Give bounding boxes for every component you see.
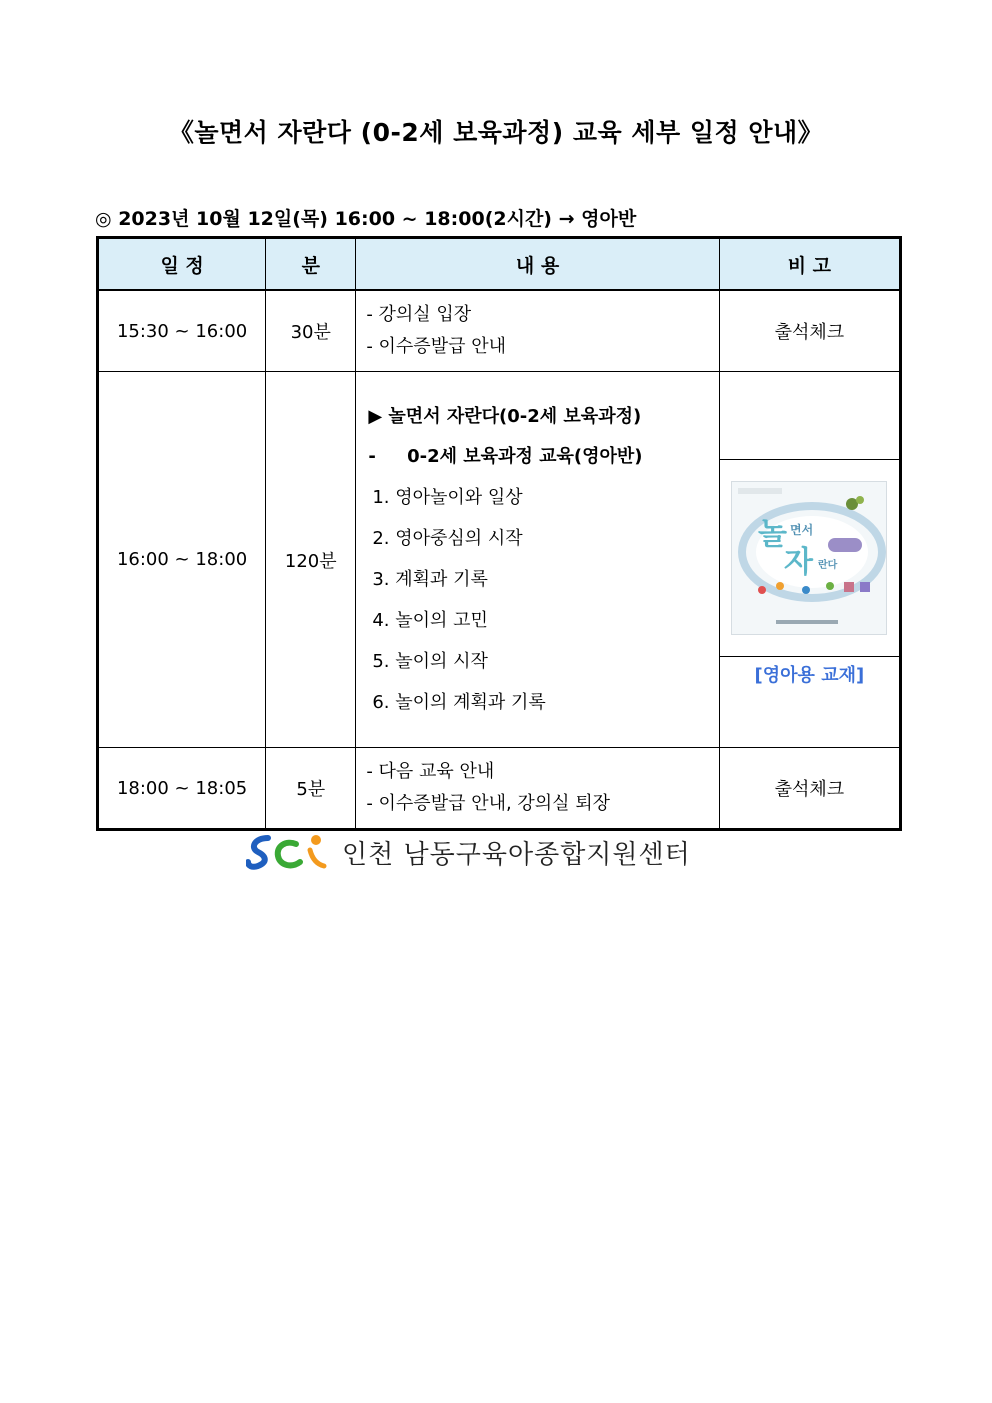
content-line: - 이수증발급 안내 (366, 336, 506, 357)
textbook-cover-image (731, 481, 887, 635)
textbook-image-cell (720, 460, 899, 657)
row-note: 출석체크 (719, 290, 900, 372)
row-content (356, 290, 719, 372)
row-time: 16:00 ~ 18:00 (98, 372, 266, 748)
svg-text:면서: 면서 (790, 523, 814, 537)
header-minutes: 분 (266, 238, 356, 291)
page-title: 《놀면서 자란다 (0-2세 보육과정) 교육 세부 일정 안내》 (168, 118, 824, 147)
svg-text:놀: 놀 (758, 517, 788, 552)
row-minutes: 5분 (266, 748, 356, 830)
course-heading: ▶ 놀면서 자란다(0-2세 보육과정) (368, 405, 642, 427)
row-minutes: 30분 (266, 290, 356, 372)
list-item: 4. 놀이의 고민 (372, 609, 488, 631)
logo-text: 인천 남동구육아종합지원센터 (342, 839, 691, 870)
header-content: 내 용 (356, 238, 719, 291)
row-note (719, 372, 900, 748)
header-time: 일 정 (98, 238, 266, 291)
header-note: 비 고 (719, 238, 900, 291)
svg-text:란다: 란다 (818, 560, 838, 571)
textbook-caption: [영아용 교재] (754, 665, 865, 686)
table-row (98, 372, 901, 748)
row-note: 출석체크 (719, 748, 900, 830)
row-time: 18:00 ~ 18:05 (98, 748, 266, 830)
footer-logo (246, 832, 691, 872)
content-line: - 다음 교육 안내 (366, 761, 495, 782)
list-item: 6. 놀이의 계획과 기록 (372, 691, 546, 713)
content-line: - 이수증발급 안내, 강의실 퇴장 (366, 793, 611, 814)
row-minutes: 120분 (266, 372, 356, 748)
schedule-table (96, 236, 902, 831)
note-split (720, 372, 899, 747)
schedule-date-line: ◎ 2023년 10월 12일(목) 16:00 ~ 18:00(2시간) → 영아반 (95, 208, 637, 230)
list-item: 5. 놀이의 시작 (372, 650, 488, 672)
center-logo-icon (246, 832, 328, 872)
row-content (356, 748, 719, 830)
note-empty-cell (720, 372, 899, 460)
table-row (98, 290, 901, 372)
textbook-cover-art (732, 482, 886, 634)
list-item: 1. 영아놀이와 일상 (372, 486, 523, 508)
content-line: - 강의실 입장 (366, 304, 472, 325)
list-item: 2. 영아중심의 시작 (372, 527, 523, 549)
svg-text:자: 자 (784, 545, 814, 580)
row-time: 15:30 ~ 16:00 (98, 290, 266, 372)
table-header-row (98, 238, 901, 291)
row-content (356, 372, 719, 748)
table-row (98, 748, 901, 830)
list-item: 3. 계획과 기록 (372, 568, 488, 590)
course-subheading: - 0-2세 보육과정 교육(영아반) (368, 445, 643, 467)
